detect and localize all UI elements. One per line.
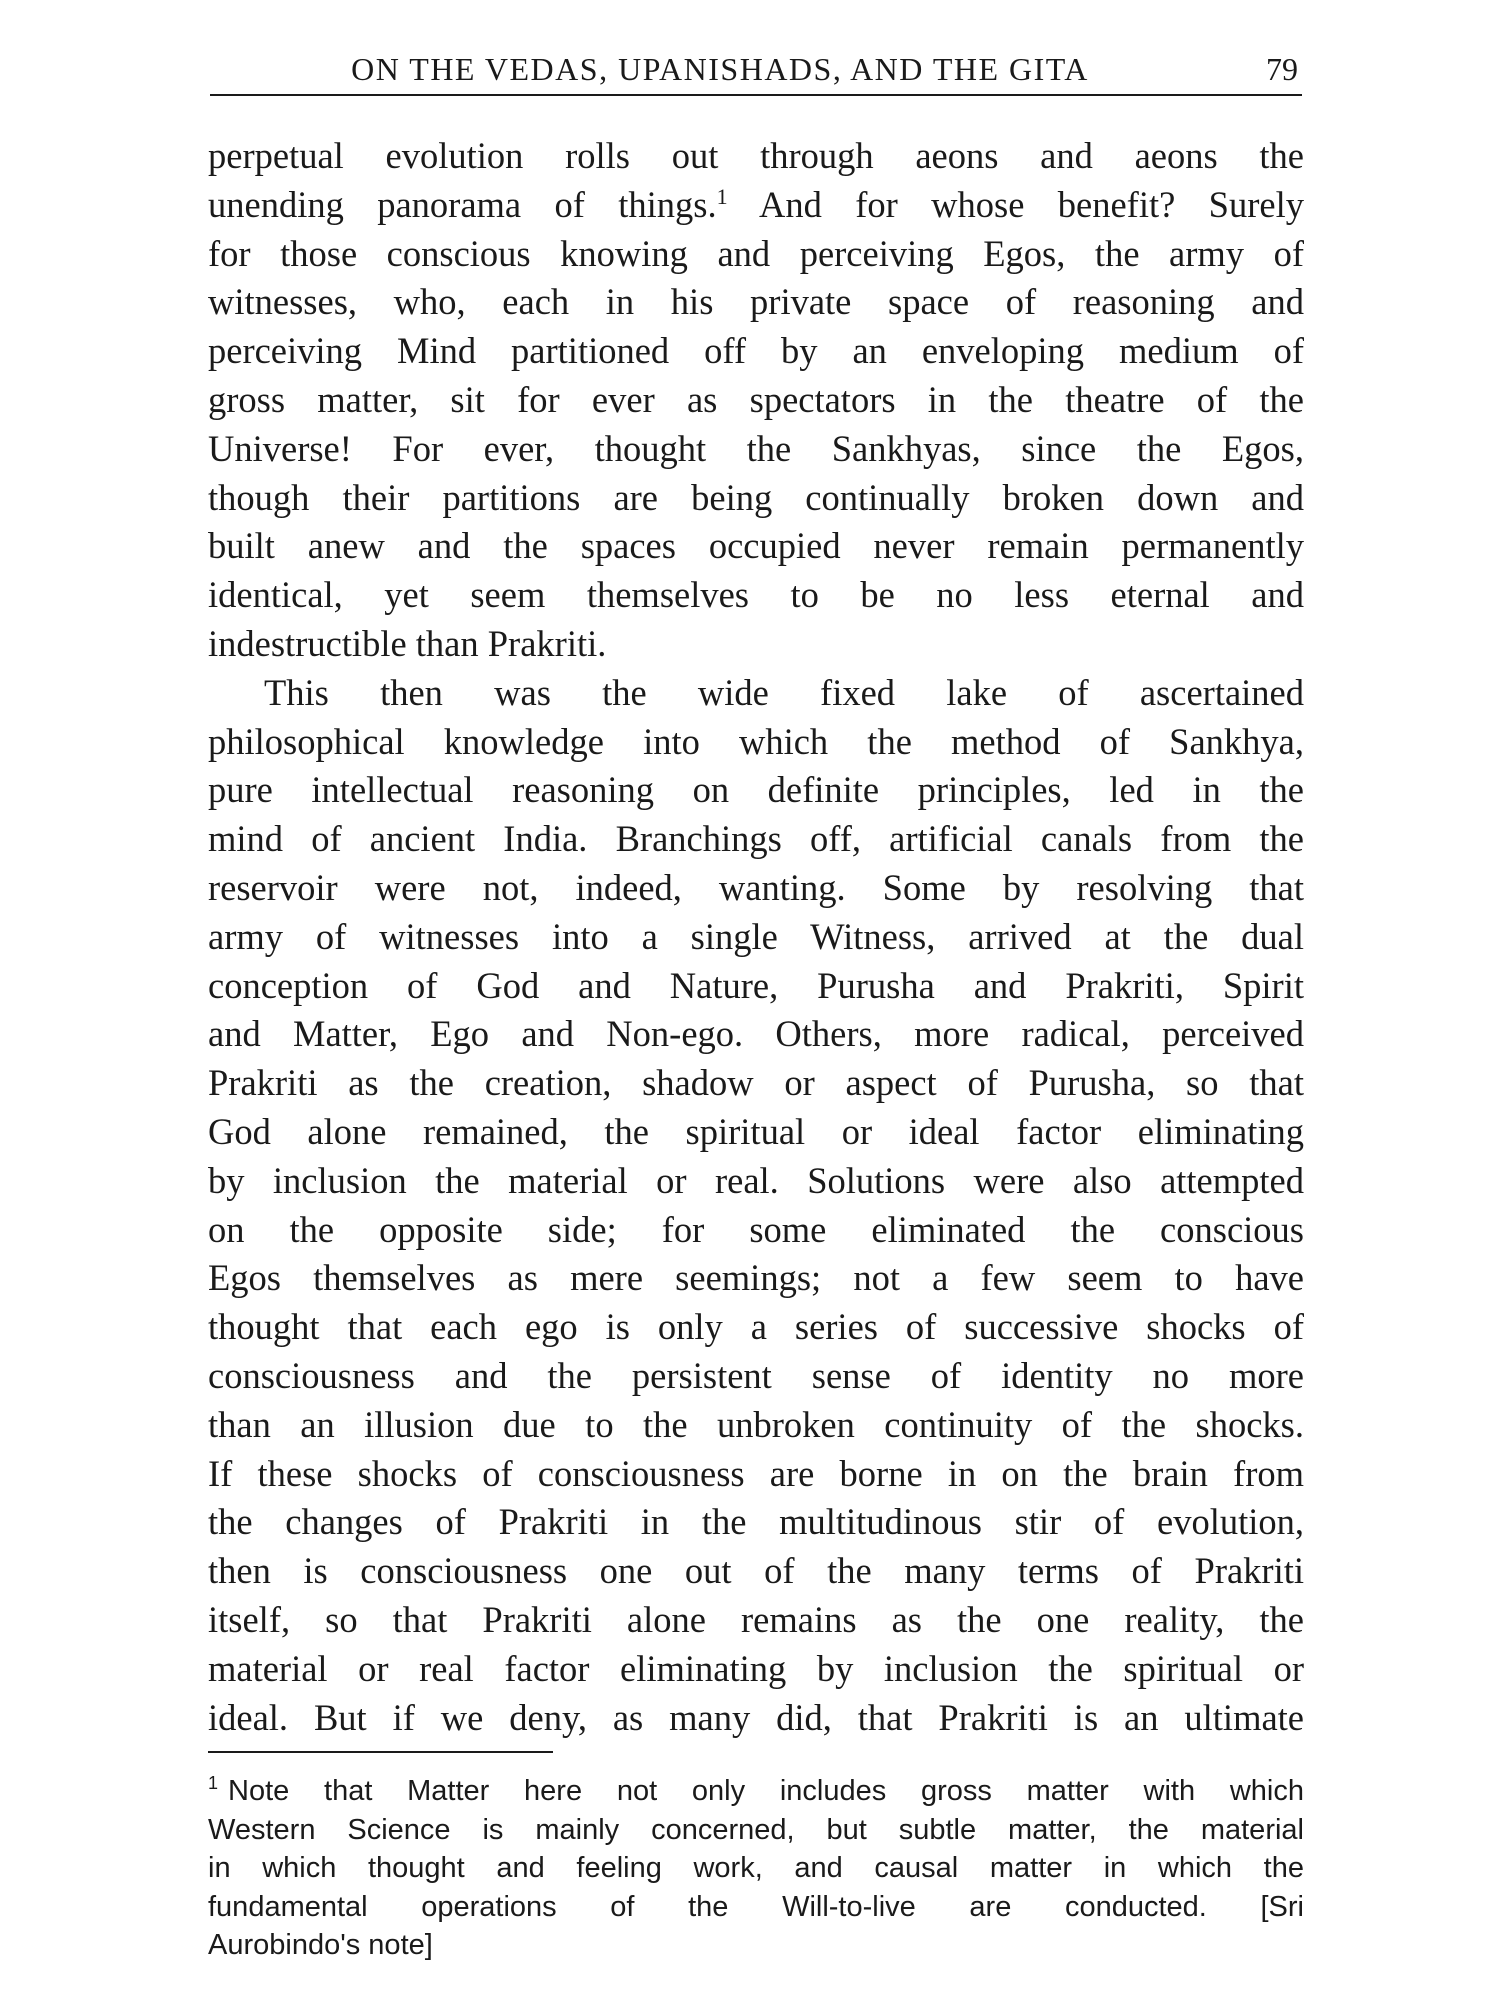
text-line: mind of ancient India. Branchings off, artificial canals from the	[208, 818, 1304, 860]
text-line: on the opposite side; for some eliminated the conscious	[208, 1208, 1304, 1250]
text-line: army of witnesses into a single Witness, arrived at the dual	[208, 915, 1304, 957]
footnote-rule	[208, 1751, 553, 1753]
text-line	[208, 181, 1304, 230]
text-line: This then was the wide fixed lake of ascertained	[264, 671, 1304, 713]
footnote	[208, 1772, 1304, 1965]
footnote-line: in which thought and feeling work, and causal matter in which the	[208, 1852, 1304, 1885]
text-line: philosophical knowledge into which the method of Sankhya,	[208, 720, 1304, 762]
paragraph-1	[208, 132, 1304, 669]
running-head	[210, 44, 1300, 94]
text-line: though their partitions are being continually broken down and	[208, 476, 1304, 518]
text-line: by inclusion the material or real. Solutions were also attempted	[208, 1159, 1304, 1201]
page-number: 79	[1266, 51, 1298, 87]
text-line: perpetual evolution rolls out through aeons and aeons the	[208, 135, 1304, 176]
text-line: thought that each ego is only a series of successive shocks of	[208, 1306, 1304, 1348]
text-line: pure intellectual reasoning on definite principles, led in the	[208, 769, 1304, 811]
text-line: built anew and the spaces occupied never remain permanently	[208, 525, 1304, 567]
footnote-line: Aurobindo's note]	[208, 1929, 433, 1962]
text-line: perceiving Mind partitioned off by an enveloping medium of	[208, 330, 1304, 372]
text-line: reservoir were not, indeed, wanting. Some by resolving that	[208, 866, 1304, 908]
text-line: then is consciousness one out of the many terms of Prakriti	[208, 1550, 1304, 1592]
text-line: ideal. But if we deny, as many did, that Prakriti is an ultimate	[208, 1696, 1304, 1738]
footnote-line	[208, 1772, 1304, 1811]
text-line: witnesses, who, each in his private space of reasoning and	[208, 281, 1304, 323]
text-line: than an illusion due to the unbroken continuity of the shocks.	[208, 1403, 1304, 1445]
text-line: Universe! For ever, thought the Sankhyas, since the Egos,	[208, 427, 1304, 469]
header-rule	[210, 94, 1302, 96]
footnote-line: fundamental operations of the Will-to-live are conducted. [Sri	[208, 1890, 1304, 1923]
text-line: consciousness and the persistent sense of identity no more	[208, 1354, 1304, 1396]
footnote-reference: 1	[716, 183, 728, 209]
footnote-marker: 1	[208, 1773, 219, 1794]
paragraph-2	[208, 669, 1304, 1743]
text-line: for those conscious knowing and perceiving Egos, the army of	[208, 232, 1304, 274]
text-line: identical, yet seem themselves to be no less eternal and	[208, 574, 1304, 616]
text-line: itself, so that Prakriti alone remains as the one reality, the	[208, 1598, 1304, 1640]
text-line: God alone remained, the spiritual or ideal factor eliminating	[208, 1110, 1304, 1152]
text-line: and Matter, Ego and Non-ego. Others, more radical, perceived	[208, 1013, 1304, 1055]
text-line: indestructible than Prakriti.	[208, 622, 607, 664]
text-segment: Note that Matter here not only includes gross matter with which	[228, 1775, 1304, 1807]
text-segment: unending panorama of things.	[208, 183, 717, 225]
text-segment: And for whose benefit? Surely	[727, 183, 1304, 225]
running-title: ON THE VEDAS, UPANISHADS, AND THE GITA	[351, 51, 1089, 87]
footnote-line: Western Science is mainly concerned, but subtle matter, the material	[208, 1813, 1304, 1846]
text-line: the changes of Prakriti in the multitudinous stir of evolution,	[208, 1501, 1304, 1543]
text-line: gross matter, sit for ever as spectators in the theatre of the	[208, 378, 1304, 420]
text-line: Egos themselves as mere seemings; not a few seem to have	[208, 1257, 1304, 1299]
text-line: If these shocks of consciousness are borne in on the brain from	[208, 1452, 1304, 1494]
text-line: conception of God and Nature, Purusha and Prakriti, Spirit	[208, 964, 1304, 1006]
text-line: material or real factor eliminating by inclusion the spiritual or	[208, 1647, 1304, 1689]
text-line: Prakriti as the creation, shadow or aspect of Purusha, so that	[208, 1062, 1304, 1104]
body-text	[208, 132, 1304, 1742]
